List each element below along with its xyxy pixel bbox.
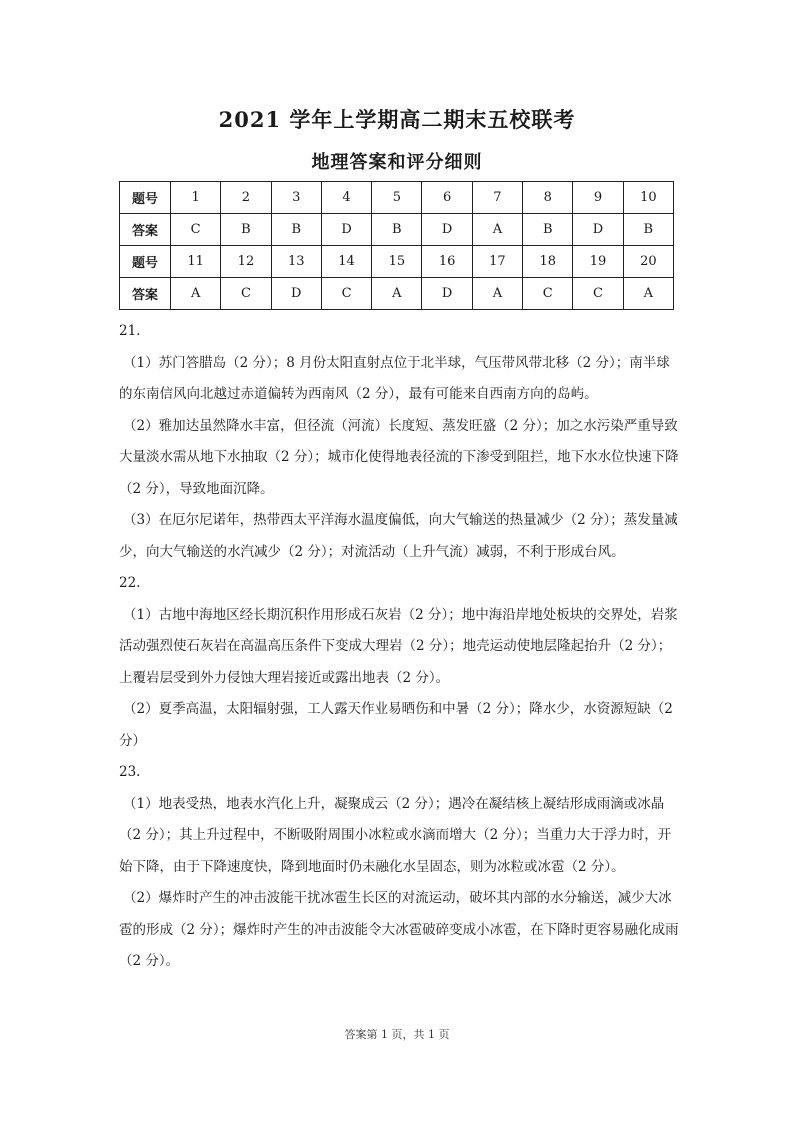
table-cell: 5	[372, 182, 422, 214]
table-cell: C	[321, 278, 371, 310]
table-cell: C	[573, 278, 623, 310]
table-row	[120, 182, 674, 214]
table-cell: B	[221, 214, 271, 246]
question-number-23: 23.	[119, 764, 141, 780]
table-cell: 题号	[120, 182, 171, 214]
table-cell: 13	[271, 246, 321, 278]
table-cell: 答案	[120, 278, 171, 310]
table-cell: 1	[171, 182, 221, 214]
table-cell: 14	[321, 246, 371, 278]
q21-answer-2: （2）雅加达虽然降水丰富，但径流（河流）长度短、蒸发旺盛（2 分）；加之水污染严重导致大量淡水需从地下水抽取（2 分）；城市化使得地表径流的下渗受到阻拦，地下水水位快速下降（2 分），导致地面沉降。	[119, 417, 679, 497]
table-cell: B	[523, 214, 573, 246]
q23-answer-1: （1）地表受热，地表水汽化上升，凝聚成云（2 分）；遇冷在凝结核上凝结形成雨滴或冰晶（2 分）；其上升过程中，不断吸附周围小冰粒或水滴而增大（2 分）；当重力大于浮力时，开始下降，由于下降速度快，降到地面时仍未融化水呈固态，则为冰粒或冰雹（2 分）。	[119, 795, 672, 875]
page-footer: 答案第 1 页，共 1 页	[344, 1028, 450, 1041]
question-number-21: 21.	[119, 323, 141, 339]
table-cell: 15	[372, 246, 422, 278]
table-cell: 20	[623, 246, 673, 278]
q21-answer-3: （3）在厄尔尼诺年，热带西太平洋海水温度偏低，向大气输送的热量减少（2 分）；蒸发量减少，向大气输送的水汽减少（2 分）；对流活动（上升气流）减弱，不利于形成台风。	[119, 512, 678, 560]
table-cell: 9	[573, 182, 623, 214]
table-cell: A	[171, 278, 221, 310]
table-cell: A	[623, 278, 673, 310]
question-number-22: 22.	[119, 575, 141, 591]
table-row	[120, 278, 674, 310]
table-cell: 2	[221, 182, 271, 214]
table-cell: 11	[171, 246, 221, 278]
table-cell: A	[372, 278, 422, 310]
table-cell: B	[623, 214, 673, 246]
table-cell: 10	[623, 182, 673, 214]
table-cell: 4	[321, 182, 371, 214]
answer-table	[119, 181, 674, 310]
answer-body	[119, 316, 679, 978]
table-cell: 12	[221, 246, 271, 278]
q23-answer-2: （2）爆炸时产生的冲击波能干扰冰雹生长区的对流运动，破坏其内部的水分输送，减少大冰雹的形成（2 分）；爆炸时产生的冲击波能令大冰雹破碎变成小冰雹，在下降时更容易融化成雨（2 分）。	[119, 890, 679, 969]
table-cell: D	[271, 278, 321, 310]
table-cell: 18	[523, 246, 573, 278]
table-row	[120, 214, 674, 246]
q21-answer-1: （1）苏门答腊岛（2 分）；8 月份太阳直射点位于北半球，气压带风带北移（2 分）；南半球的东南信风向北越过赤道偏转为西南风（2 分），最有可能来自西南方向的岛屿。	[119, 354, 670, 402]
table-cell: A	[472, 214, 522, 246]
q22-answer-1: （1）古地中海地区经长期沉积作用形成石灰岩（2 分）；地中海沿岸地处板块的交界处，岩浆活动强烈使石灰岩在高温高压条件下变成大理岩（2 分）；地壳运动使地层隆起抬升（2 分）；上覆岩层受到外力侵蚀大理岩接近或露出地表（2 分）。	[119, 606, 678, 686]
q22-answer-2: （2）夏季高温，太阳辐射强，工人露天作业易晒伤和中暑（2 分）；降水少，水资源短缺（2 分）	[119, 701, 673, 749]
table-cell: 19	[573, 246, 623, 278]
table-cell: C	[171, 214, 221, 246]
table-cell: 7	[472, 182, 522, 214]
table-cell: C	[523, 278, 573, 310]
document-subtitle: 地理答案和评分细则	[311, 152, 483, 173]
table-cell: 6	[422, 182, 472, 214]
table-cell: 3	[271, 182, 321, 214]
table-cell: D	[573, 214, 623, 246]
table-cell: B	[372, 214, 422, 246]
table-cell: 17	[472, 246, 522, 278]
table-cell: C	[221, 278, 271, 310]
table-row	[120, 246, 674, 278]
table-cell: 题号	[120, 246, 171, 278]
table-cell: D	[422, 214, 472, 246]
document-title: 2021 学年上学期高二期末五校联考	[218, 107, 576, 132]
table-cell: 8	[523, 182, 573, 214]
table-cell: A	[472, 278, 522, 310]
table-cell: B	[271, 214, 321, 246]
table-cell: D	[422, 278, 472, 310]
table-cell: 答案	[120, 214, 171, 246]
table-cell: 16	[422, 246, 472, 278]
table-cell: D	[321, 214, 371, 246]
